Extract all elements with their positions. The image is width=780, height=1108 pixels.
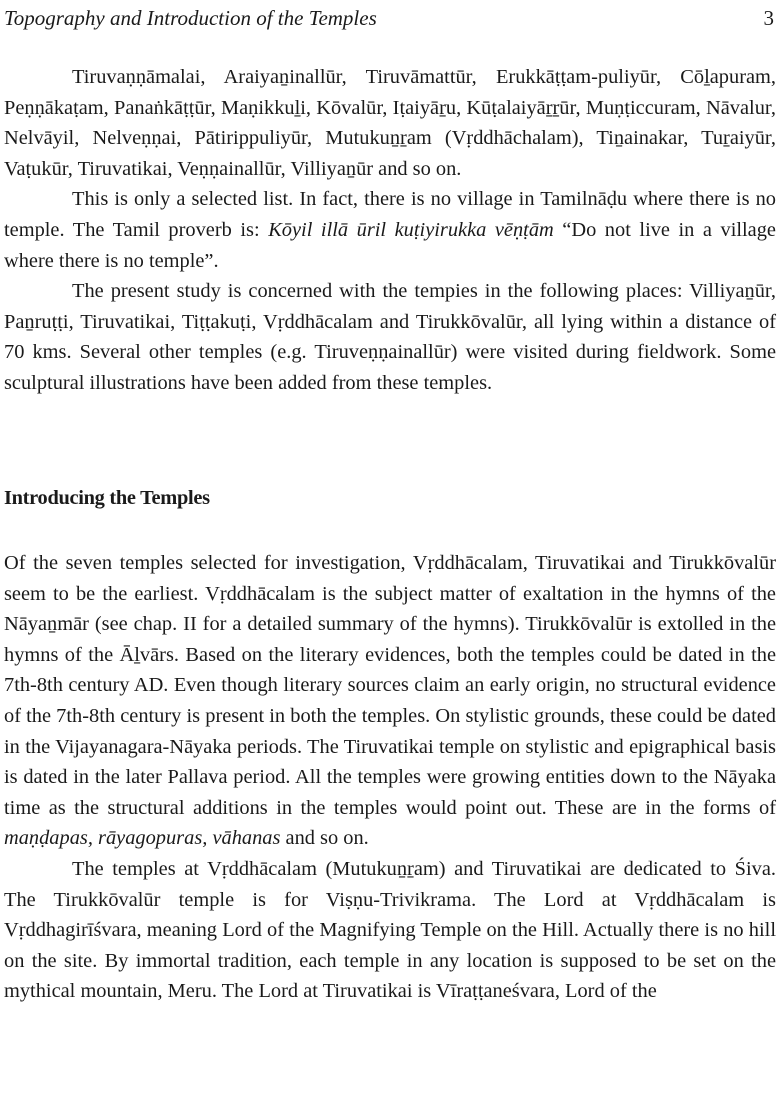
page-number: 3 [763,6,774,30]
paragraph-dedications [4,854,776,1007]
running-title: Topography and Introduction of the Temples [4,6,377,30]
text-run: The present study is concerned with the tempies in the following places: Villiyaṉūr, Paṉruṭṭi, Tiruvatikai, Tiṭṭakuṭi, Vṛddhācalam and Tirukkōvalūr, all lying within a distance of 70 kms. Several other temples (e.g. Tiruveṇṇainallūr) were visited during fieldwork. Some sculptural illustrations have been added from these temples. [4,280,776,394]
text-run: “Do not live in a village where there is no temple”. [4,218,776,272]
paragraph-selected-list [4,184,776,276]
italic-text: maṇḍapas, rāyagopuras, vāhanas [4,827,281,850]
text-run: The temples at Vṛddhācalam (Mutukuṉṟam) and Tiruvatikai are dedicated to Śiva. The Tirukkōvalūr temple is for Viṣṇu-Trivikrama. The Lord at Vṛddhācalam is Vṛddhagirīśvara, meaning Lord of the Magnifying Temple on the Hill. Actually there is no hill on the site. By immortal tradition, each temple in any location is supposed to be set on the mythical mountain, Meru. The Lord at Tiruvatikai is Vīraṭṭaneśvara, Lord of the [4,857,776,1003]
text-run: Of the seven temples selected for investigation, Vṛddhācalam, Tiruvatikai and Tirukkōvalūr seem to be the earliest. Vṛddhācalam is the subject matter of exaltation in the hymns of the Nāyaṉmār (see chap. II for a detailed summary of the hymns). Tirukkōvalūr is extolled in the hymns of the Āḻvārs. Based on the literary evidences, both the temples could be dated in the 7th-8th century AD. Even though literary sources claim an early origin, no structural evidence of the 7th-8th century is present in both the temples. On stylistic grounds, these could be dated in the Vijayanagara-Nāyaka periods. The Tiruvatikai temple on stylistic and epigraphical basis is dated in the later Pallava period. All the temples were growing entities down to the Nāyaka time as the structural additions in the temples would point out. These are in the forms of [4,552,776,819]
text-run: and so on. [280,827,369,850]
paragraph-place-list [4,62,776,184]
text-run: Tiruvaṇṇāmalai, Araiyaṉinallūr, Tiruvāmattūr, Erukkāṭṭam-puliyūr, Cōḻapuram, Peṇṇākaṭam, Panaṅkāṭṭūr, Maṇikkuḻi, Kōvalūr, Iṭaiyāṟu, Kūṭalaiyāṟṟūr, Muṇṭiccuram, Nāvalur, Nelvāyil, Nelveṇṇai, Pātirippuliyūr, Mutukuṉṟam (Vṛddhāchalam), Tiṉainakar, Tuṟaiyūr, Vaṭukūr, Tiruvatikai, Veṇṇainallūr, Villiyaṉūr and so on. [4,66,776,180]
italic-text: Kōyil illā ūril kuṭiyirukka vēṇṭām [268,218,554,241]
text-block-top [4,62,776,399]
section-heading: Introducing the Temples [4,487,210,509]
text-run: This is only a selected list. In fact, there is no village in Tamilnāḍu where there is no temple. The Tamil proverb is: [4,188,776,241]
text-block-bottom [4,548,776,1007]
paragraph-present-study [4,276,776,398]
paragraph-seven-temples [4,548,776,854]
running-header [4,6,776,31]
